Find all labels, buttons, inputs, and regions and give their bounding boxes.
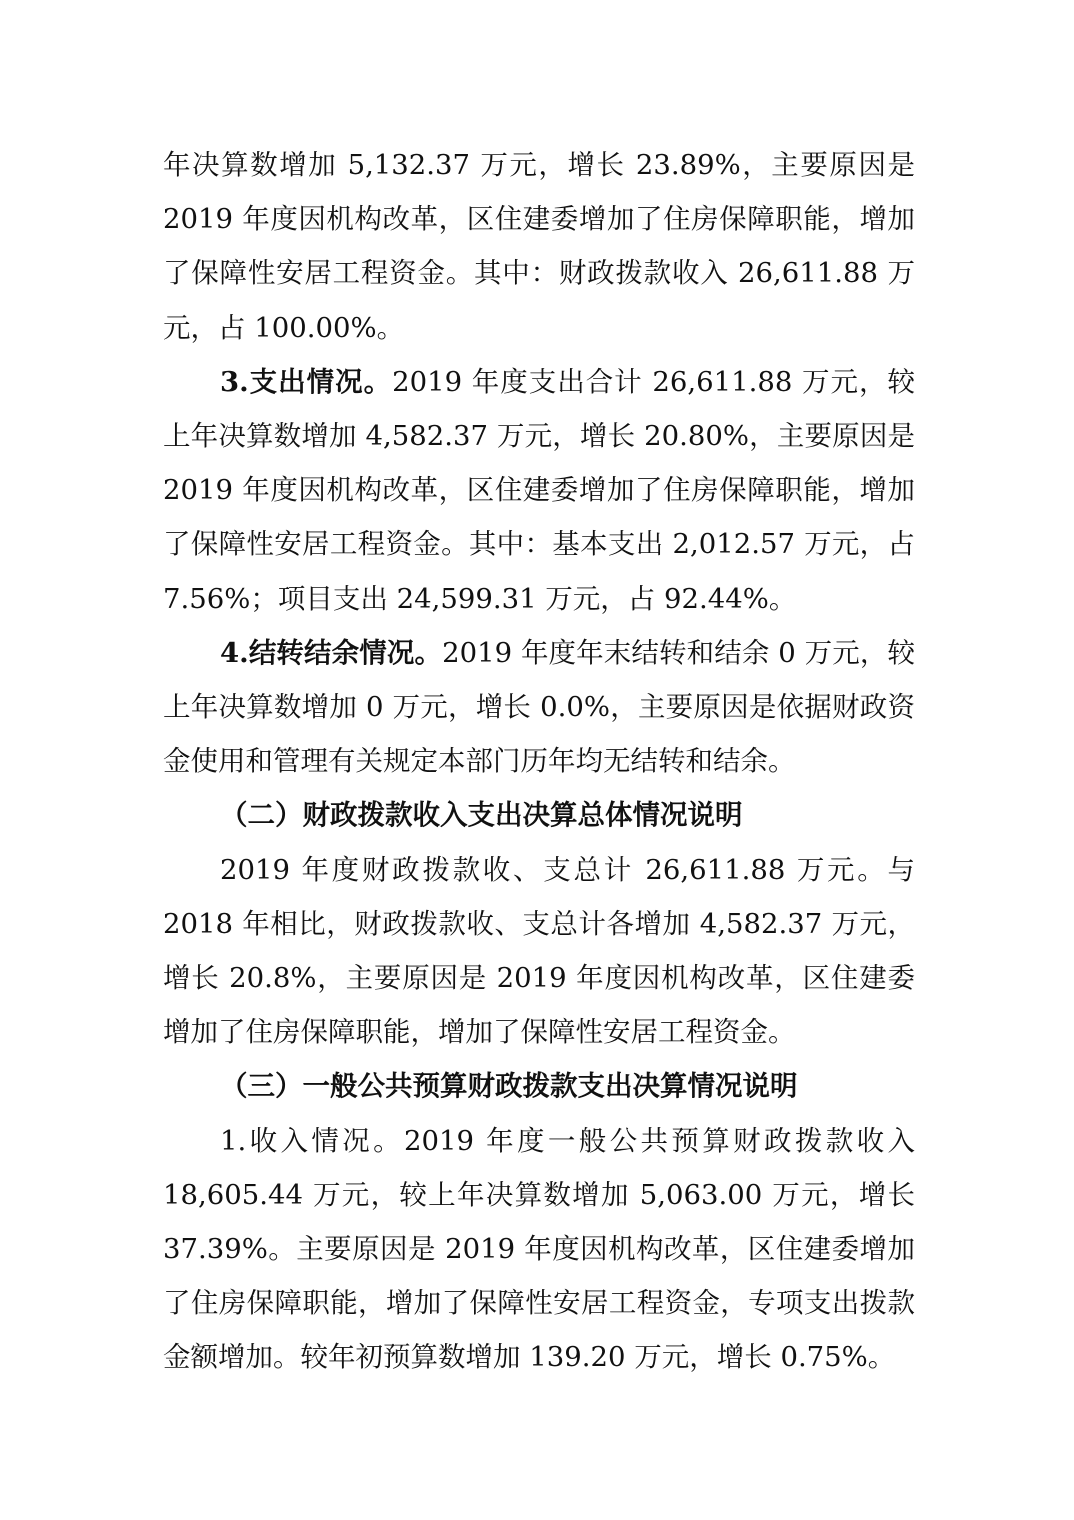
- paragraph-carryover: [163, 626, 915, 789]
- expense-lead: 3.支出情况。: [220, 365, 393, 398]
- carryover-body: 2019 年度年末结转和结余 0 万元，较上年决算数增加 0 万元，增长 0.0%，主要原因是依据财政资金使用和管理有关规定本部门历年均无结转和结余。: [163, 636, 915, 778]
- carryover-lead: 4.结转结余情况。: [220, 636, 443, 669]
- section-heading-3: （三）一般公共预算财政拨款支出决算情况说明: [220, 1070, 798, 1103]
- paragraph-expense: [163, 355, 915, 626]
- document-page: [163, 138, 915, 1385]
- expense-body: 2019 年度支出合计 26,611.88 万元，较上年决算数增加 4,582.37 万元，增长 20.80%，主要原因是 2019 年度因机构改革，区住建委增加了住房保障职能，增加了保障性安居工程资金。其中：基本支出 2,012.57 万元，占 7.56%；项目支出 24,599.31 万元，占 92.44%。: [163, 365, 915, 615]
- paragraph-fiscal-total: 2019 年度财政拨款收、支总计 26,611.88 万元。与 2018 年相比，财政拨款收、支总计各增加 4,582.37 万元，增长 20.8%，主要原因是 2019 年度因机构改革，区住建委增加了住房保障职能，增加了保障性安居工程资金。: [163, 853, 915, 1049]
- section-heading-2: （二）财政拨款收入支出决算总体情况说明: [220, 799, 743, 832]
- paragraph-income-continued: 年决算数增加 5,132.37 万元，增长 23.89%，主要原因是 2019 年度因机构改革，区住建委增加了住房保障职能，增加了保障性安居工程资金。其中：财政拨款收入 26,611.88 万元，占 100.00%。: [163, 149, 915, 344]
- paragraph-general-income: 1.收入情况。2019 年度一般公共预算财政拨款收入 18,605.44 万元，较上年决算数增加 5,063.00 万元，增长 37.39%。主要原因是 2019 年度因机构改革，区住建委增加了住房保障职能，增加了保障性安居工程资金，专项支出拨款金额增加。较年初预算数增加 139.20 万元，增长 0.75%。: [163, 1124, 915, 1374]
